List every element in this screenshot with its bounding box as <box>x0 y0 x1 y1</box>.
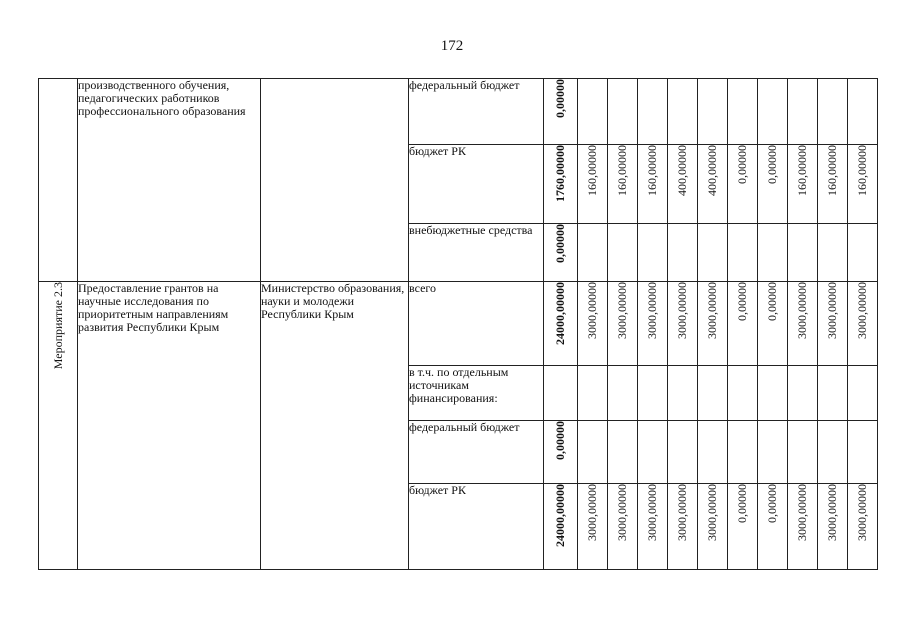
year-value: 0,00000 <box>735 484 749 524</box>
year-value-cell <box>698 223 728 281</box>
year-value: 3000,00000 <box>855 282 869 340</box>
year-value-cell <box>728 365 758 420</box>
year-value-cell <box>608 282 638 366</box>
source-total <box>544 79 578 145</box>
source-name: федеральный бюджет <box>409 421 544 484</box>
year-value-cell <box>638 223 668 281</box>
table-row <box>39 79 878 145</box>
year-value-cell <box>728 145 758 223</box>
year-value: 0,00000 <box>735 282 749 322</box>
year-value-cell <box>818 365 848 420</box>
year-value-cell <box>788 421 818 484</box>
budget-table <box>38 78 878 570</box>
year-value-cell <box>788 79 818 145</box>
source-total <box>544 365 578 420</box>
measure-description: производственного обучения, педагогических работников профессионального образования <box>78 79 261 282</box>
total-value: 0,00000 <box>553 223 567 263</box>
year-value: 160,00000 <box>825 145 839 197</box>
year-value-cell <box>578 145 608 223</box>
year-value-cell <box>728 282 758 366</box>
year-value: 3000,00000 <box>645 282 659 340</box>
year-value: 3000,00000 <box>585 484 599 542</box>
year-value: 3000,00000 <box>675 484 689 542</box>
year-value: 3000,00000 <box>825 282 839 340</box>
year-value-cell <box>578 421 608 484</box>
year-value: 0,00000 <box>735 145 749 185</box>
year-value: 3000,00000 <box>855 484 869 542</box>
year-value-cell <box>728 484 758 570</box>
year-value-cell <box>758 282 788 366</box>
source-total <box>544 282 578 366</box>
year-value-cell <box>818 282 848 366</box>
year-value-cell <box>788 484 818 570</box>
year-value-cell <box>668 79 698 145</box>
year-value-cell <box>668 223 698 281</box>
year-value-cell <box>758 145 788 223</box>
measure-executor: Министерство образования, науки и молодежи Республики Крым <box>261 282 409 570</box>
year-value-cell <box>578 223 608 281</box>
empty-label-cell <box>39 79 78 282</box>
year-value: 0,00000 <box>765 484 779 524</box>
year-value: 3000,00000 <box>795 484 809 542</box>
year-value-cell <box>698 365 728 420</box>
year-value-cell <box>848 79 878 145</box>
total-value: 1760,00000 <box>553 145 567 203</box>
source-total <box>544 223 578 281</box>
year-value-cell <box>758 223 788 281</box>
year-value: 160,00000 <box>795 145 809 197</box>
year-value-cell <box>758 421 788 484</box>
year-value-cell <box>668 421 698 484</box>
year-value-cell <box>638 421 668 484</box>
year-value-cell <box>818 145 848 223</box>
year-value: 3000,00000 <box>705 484 719 542</box>
year-value-cell <box>848 421 878 484</box>
year-value: 3000,00000 <box>615 484 629 542</box>
year-value: 3000,00000 <box>795 282 809 340</box>
source-name: бюджет РК <box>409 484 544 570</box>
year-value-cell <box>818 421 848 484</box>
year-value-cell <box>728 223 758 281</box>
executor-cell <box>261 79 409 282</box>
year-value-cell <box>578 365 608 420</box>
year-value-cell <box>578 79 608 145</box>
year-value: 0,00000 <box>765 145 779 185</box>
year-value: 3000,00000 <box>825 484 839 542</box>
year-value: 160,00000 <box>855 145 869 197</box>
year-value-cell <box>788 365 818 420</box>
year-value-cell <box>608 365 638 420</box>
year-value: 160,00000 <box>645 145 659 197</box>
year-value-cell <box>578 282 608 366</box>
year-value-cell <box>788 145 818 223</box>
year-value: 3000,00000 <box>705 282 719 340</box>
year-value-cell <box>608 145 638 223</box>
year-value-cell <box>698 282 728 366</box>
year-value-cell <box>788 223 818 281</box>
source-total <box>544 421 578 484</box>
year-value-cell <box>578 484 608 570</box>
source-name: бюджет РК <box>409 145 544 223</box>
year-value: 3000,00000 <box>585 282 599 340</box>
year-value-cell <box>848 365 878 420</box>
source-total <box>544 145 578 223</box>
year-value-cell <box>698 79 728 145</box>
source-name: федеральный бюджет <box>409 79 544 145</box>
measure-description: Предоставление грантов на научные исследования по приоритетным направлениям развития Республики Крым <box>78 282 261 570</box>
year-value: 160,00000 <box>585 145 599 197</box>
year-value-cell <box>638 79 668 145</box>
year-value: 400,00000 <box>705 145 719 197</box>
year-value-cell <box>698 421 728 484</box>
year-value-cell <box>638 365 668 420</box>
year-value-cell <box>668 145 698 223</box>
year-value-cell <box>638 484 668 570</box>
year-value-cell <box>728 421 758 484</box>
year-value-cell <box>758 79 788 145</box>
measure-label: Мероприятие 2.3 <box>50 282 65 370</box>
total-value: 24000,00000 <box>553 282 567 346</box>
year-value-cell <box>668 365 698 420</box>
year-value-cell <box>668 484 698 570</box>
year-value: 3000,00000 <box>615 282 629 340</box>
year-value-cell <box>818 484 848 570</box>
total-value: 0,00000 <box>553 79 567 118</box>
year-value-cell <box>608 223 638 281</box>
source-name: всего <box>409 282 544 366</box>
measure-label-cell <box>39 282 78 570</box>
year-value: 400,00000 <box>675 145 689 197</box>
year-value-cell <box>668 282 698 366</box>
year-value-cell <box>848 282 878 366</box>
year-value-cell <box>698 145 728 223</box>
year-value-cell <box>638 145 668 223</box>
year-value: 3000,00000 <box>645 484 659 542</box>
source-name: внебюджетные средства <box>409 223 544 281</box>
year-value: 0,00000 <box>765 282 779 322</box>
source-name: в т.ч. по отдельным источникам финансирования: <box>409 365 544 420</box>
year-value-cell <box>608 421 638 484</box>
year-value-cell <box>848 484 878 570</box>
total-value: 0,00000 <box>553 421 567 461</box>
year-value: 3000,00000 <box>675 282 689 340</box>
year-value-cell <box>788 282 818 366</box>
year-value-cell <box>698 484 728 570</box>
year-value-cell <box>848 223 878 281</box>
year-value-cell <box>608 79 638 145</box>
source-total <box>544 484 578 570</box>
year-value-cell <box>638 282 668 366</box>
table-row <box>39 282 878 366</box>
year-value-cell <box>818 223 848 281</box>
year-value-cell <box>818 79 848 145</box>
year-value-cell <box>848 145 878 223</box>
year-value-cell <box>608 484 638 570</box>
year-value-cell <box>758 365 788 420</box>
year-value-cell <box>728 79 758 145</box>
total-value: 24000,00000 <box>553 484 567 548</box>
year-value-cell <box>758 484 788 570</box>
year-value: 160,00000 <box>615 145 629 197</box>
page-number: 172 <box>440 38 464 54</box>
